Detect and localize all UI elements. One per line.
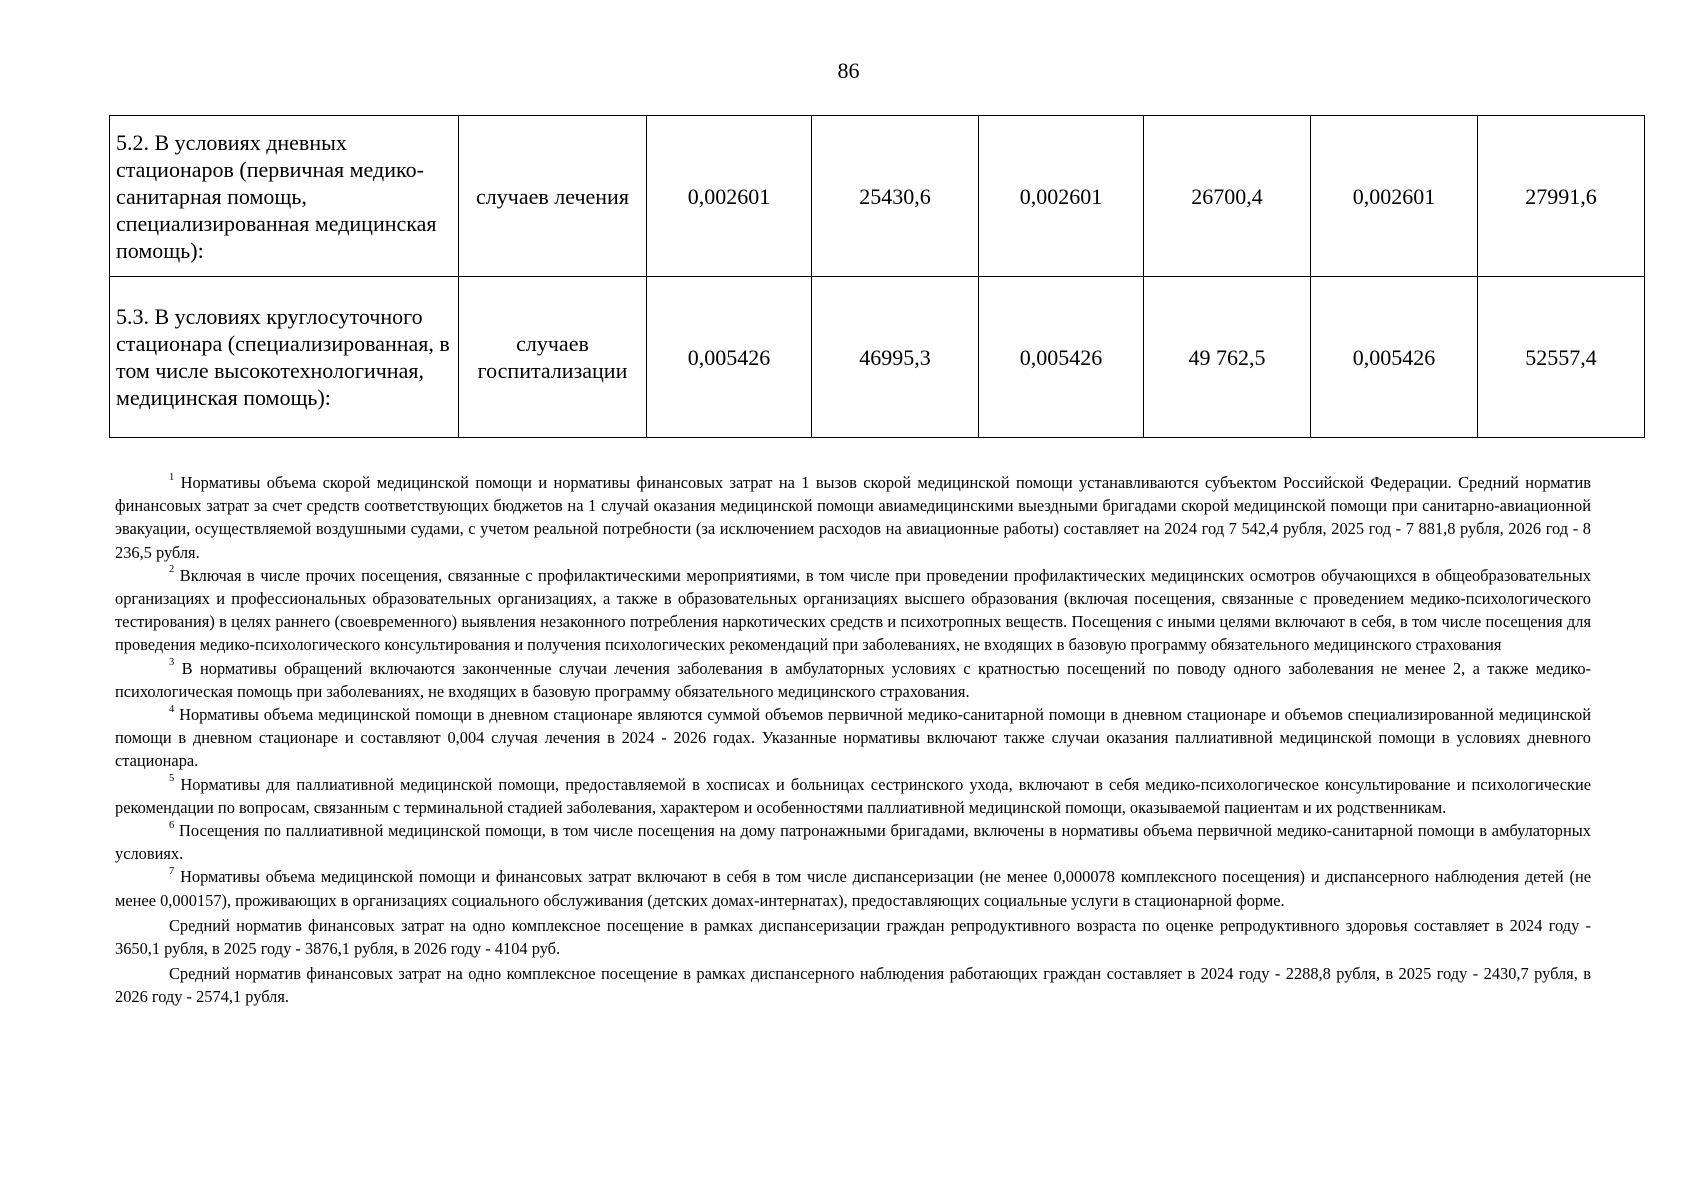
cost-norm-2025: 49 762,5 (1144, 277, 1311, 438)
footnote-text: Посещения по паллиативной медицинской помощи, в том числе посещения на дому патронажными бригадами, включены в нормативы объема первичной медико-санитарной помощи в амбулаторных условиях. (115, 821, 1591, 864)
cost-norm-2024: 25430,6 (812, 116, 979, 277)
row-unit: случаев госпитализации (459, 277, 647, 438)
footnote-mark: 6 (169, 819, 175, 831)
row-unit: случаев лечения (459, 116, 647, 277)
table-row (110, 277, 1645, 438)
footnote (115, 703, 1591, 773)
cost-norm-2024: 46995,3 (812, 277, 979, 438)
cost-norm-2026: 27991,6 (1478, 116, 1645, 277)
cost-norm-2025: 26700,4 (1144, 116, 1311, 277)
footnote-text: В нормативы обращений включаются законченные случаи лечения заболевания в амбулаторных условиях с кратностью посещений по поводу одного заболевания не менее 2, а также медико-психологическая помощь при заболеваниях, не входящих в базовую программу обязательного медицинского страхования. (115, 658, 1591, 701)
volume-norm-2026: 0,005426 (1311, 277, 1478, 438)
footnote-mark: 5 (169, 773, 175, 785)
footnote (115, 865, 1591, 911)
cost-norm-2026: 52557,4 (1478, 277, 1645, 438)
volume-norm-2024: 0,002601 (647, 116, 812, 277)
row-description: 5.3. В условиях круглосуточного стационара (специализированная, в том числе высокотехнологичная, медицинская помощь): (110, 277, 459, 438)
footnote-text: Нормативы для паллиативной медицинской помощи, предоставляемой в хосписах и больницах сестринского ухода, включают в себя медико-психологическое консультирование и психологические рекомендации по вопросам, связанным с терминальной стадией заболевания, характером и особенностями паллиативной медицинской помощи, оказываемой пациентам и их родственникам. (115, 774, 1591, 817)
footnote (115, 564, 1591, 657)
paragraph-reproductive-health-cost: Средний норматив финансовых затрат на одно комплексное посещение в рамках диспансеризации граждан репродуктивного возраста по оценке репродуктивного здоровья составляет в 2024 году - 3650,1 рубля, в 2025 году - 3876,1 рубля, в 2026 году - 4104 руб. (115, 915, 1591, 959)
footnote-mark: 2 (169, 564, 175, 576)
paragraph-dispensary-observation-cost: Средний норматив финансовых затрат на одно комплексное посещение в рамках диспансерного наблюдения работающих граждан составляет в 2024 году - 2288,8 рубля, в 2025 году - 2430,7 рубля, в 2026 году - 2574,1 рубля. (115, 964, 1591, 1007)
footnote-text: Нормативы объема медицинской помощи в дневном стационаре являются суммой объемов первичной медико-санитарной помощи в дневном стационаре и объемов специализированной медицинской помощи в дневном стационаре и составляют 0,004 случая лечения в 2024 - 2026 годах. Указанные нормативы включают также случаи оказания паллиативной медицинской помощи в условиях дневного стационара. (115, 705, 1591, 771)
footnote (115, 471, 1591, 564)
footnote-mark: 1 (169, 471, 175, 483)
footnote-mark: 7 (169, 865, 175, 877)
norms-table (109, 115, 1645, 438)
volume-norm-2025: 0,005426 (979, 277, 1144, 438)
footnotes (115, 471, 1591, 1009)
footnote (115, 819, 1591, 865)
page-number: 86 (837, 58, 860, 83)
volume-norm-2026: 0,002601 (1311, 116, 1478, 277)
table-row (110, 116, 1645, 277)
row-description: 5.2. В условиях дневных стационаров (первичная медико-санитарная помощь, специализированная медицинская помощь): (110, 116, 459, 277)
volume-norm-2024: 0,005426 (647, 277, 812, 438)
footnote-mark: 4 (169, 703, 175, 715)
footnote (115, 657, 1591, 703)
volume-norm-2025: 0,002601 (979, 116, 1144, 277)
footnote-mark: 3 (169, 657, 175, 669)
footnote-text: Включая в числе прочих посещения, связанные с профилактическими мероприятиями, в том числе при проведении профилактических медицинских осмотров обучающихся в общеобразовательных организациях и профессиональных образовательных организациях, а также в образовательных организациях высшего образования (включая посещения, связанные с проведением медико-психологического тестирования) в целях раннего (своевременного) выявления незаконного потребления наркотических средств и психотропных веществ. Посещения с иными целями включают в себя, в том числе посещения для проведения медико-психологического консультирования и получения психологических рекомендаций при заболеваниях, не входящих в базовую программу обязательного медицинского страхования (115, 565, 1591, 655)
footnote-text: Нормативы объема медицинской помощи и финансовых затрат включают в себя в том числе диспансеризации (не менее 0,000078 комплексного посещения) и диспансерного наблюдения детей (не менее 0,000157), проживающих в организациях социального обслуживания (детских домах-интернатах), предоставляющих социальные услуги в стационарной форме. (115, 867, 1591, 910)
footnote (115, 773, 1591, 819)
footnote-text: Нормативы объема скорой медицинской помощи и нормативы финансовых затрат на 1 вызов скорой медицинской помощи устанавливаются субъектом Российской Федерации. Средний норматив финансовых затрат за счет средств соответствующих бюджетов на 1 случай оказания медицинской помощи авиамедицинскими выездными бригадами скорой медицинской помощи при санитарно-авиационной эвакуации, осуществляемой воздушными судами, с учетом реальной потребности (за исключением расходов на авиационные работы) составляет на 2024 год 7 542,4 рубля, 2025 год - 7 881,8 рубля, 2026 год - 8 236,5 рубля. (115, 473, 1591, 562)
